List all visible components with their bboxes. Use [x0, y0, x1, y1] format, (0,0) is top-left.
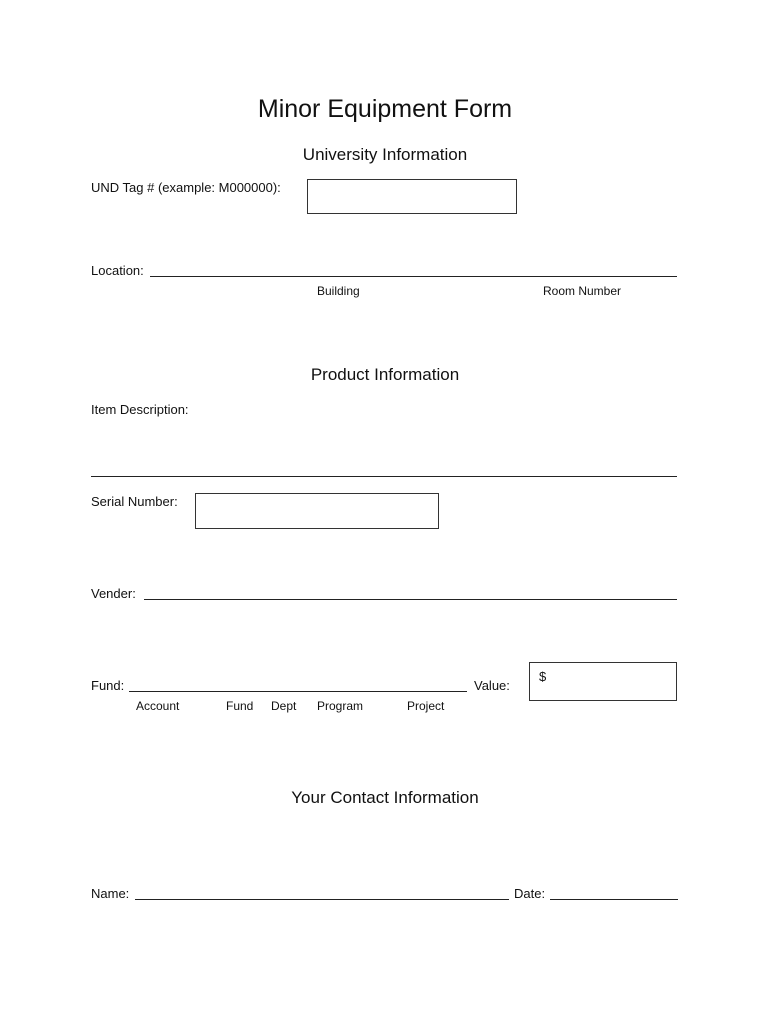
name-label: Name: [91, 886, 130, 901]
fund-caption-fund: Fund [226, 699, 254, 713]
fund-caption-program: Program [317, 699, 364, 713]
serial-number-label: Serial Number: [91, 494, 178, 509]
date-line[interactable] [550, 899, 678, 900]
fund-line[interactable] [129, 691, 467, 692]
dollar-sign: $ [539, 669, 547, 684]
vender-label: Vender: [91, 586, 136, 601]
room-number-caption: Room Number [543, 284, 622, 298]
und-tag-label: UND Tag # (example: M000000): [91, 180, 281, 195]
contact-info-heading: Your Contact Information [291, 788, 479, 807]
item-description-line[interactable] [91, 476, 677, 477]
location-line[interactable] [150, 276, 677, 277]
fund-caption-account: Account [136, 699, 180, 713]
fund-caption-dept: Dept [271, 699, 297, 713]
product-info-heading: Product Information [310, 365, 460, 384]
value-field[interactable] [529, 662, 677, 701]
date-label: Date: [514, 886, 546, 901]
item-description-label: Item Description: [91, 402, 189, 417]
und-tag-field[interactable] [307, 179, 517, 214]
fund-caption-project: Project [407, 699, 445, 713]
fund-label: Fund: [91, 678, 125, 693]
serial-number-field[interactable] [195, 493, 439, 529]
university-info-heading: University Information [302, 145, 468, 164]
vender-line[interactable] [144, 599, 677, 600]
location-label: Location: [91, 263, 144, 278]
building-caption: Building [317, 284, 360, 298]
name-line[interactable] [135, 899, 509, 900]
value-label: Value: [474, 678, 510, 693]
form-title: Minor Equipment Form [257, 95, 513, 123]
